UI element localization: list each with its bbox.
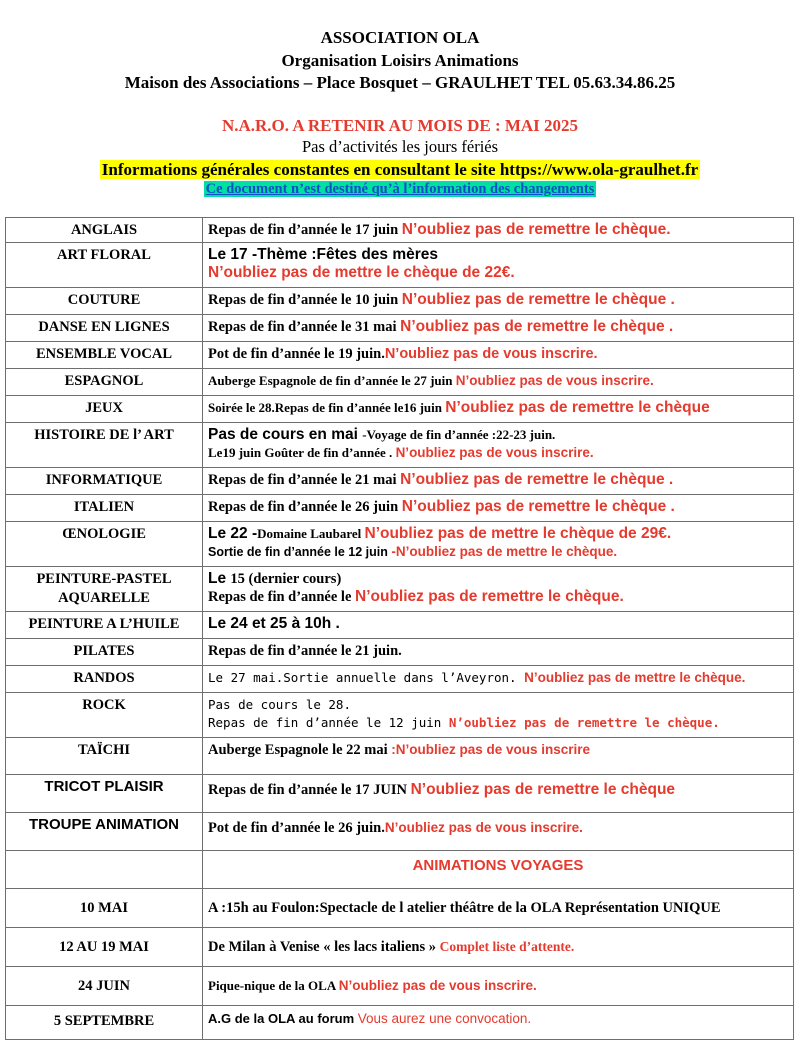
activity-label: ESPAGNOL	[6, 369, 203, 396]
voyage-info: A.G de la OLA au forum Vous aurez une convocation.	[203, 1006, 794, 1040]
activity-label: ART FLORAL	[6, 243, 203, 288]
activity-info: Pas de cours le 28. Repas de fin d’année le 12 juin N’oubliez pas de remettre le chèque.	[203, 693, 794, 738]
table-row	[6, 396, 794, 423]
activity-label: COUTURE	[6, 288, 203, 315]
activity-label: PEINTURE A L’HUILE	[6, 612, 203, 639]
table-row	[6, 522, 794, 567]
activity-info: Le 22 -Domaine Laubarel N’oubliez pas de mettre le chèque de 29€. Sortie de fin d’année le 12 juin -N’oubliez pas de mettre le chèque.	[203, 522, 794, 567]
voyage-date: 5 SEPTEMBRE	[6, 1006, 203, 1040]
activity-info: Pot de fin d’année le 19 juin.N’oubliez pas de vous inscrire.	[203, 342, 794, 369]
activity-label: PEINTURE-PASTEL AQUARELLE	[6, 567, 203, 612]
activity-label: RANDOS	[6, 666, 203, 693]
voyage-info: Pique-nique de la OLA N’oubliez pas de vous inscrire.	[203, 967, 794, 1006]
activity-label: TAÏCHI	[6, 738, 203, 775]
table-row	[6, 1006, 794, 1040]
header-organisation: Organisation Loisirs Animations	[281, 51, 519, 70]
table-row	[6, 813, 794, 851]
table-row	[6, 666, 794, 693]
table-row	[6, 738, 794, 775]
activity-info: Repas de fin d’année le 21 juin.	[203, 639, 794, 666]
table-row	[6, 468, 794, 495]
activity-info: Pot de fin d’année le 26 juin.N’oubliez pas de vous inscrire.	[203, 813, 794, 851]
activity-info: Soirée le 28.Repas de fin d’année le16 juin N’oubliez pas de remettre le chèque	[203, 396, 794, 423]
activity-label: INFORMATIQUE	[6, 468, 203, 495]
holidays-note: Pas d’activités les jours fériés	[301, 137, 499, 156]
activity-label: TROUPE ANIMATION	[6, 813, 203, 851]
activity-label: TRICOT PLAISIR	[6, 775, 203, 813]
activity-info: Repas de fin d’année le 10 juin N’oubliez pas de remettre le chèque .	[203, 288, 794, 315]
activity-info: Auberge Espagnole de fin d’année le 27 juin N’oubliez pas de vous inscrire.	[203, 369, 794, 396]
table-row	[6, 243, 794, 288]
table-row	[6, 928, 794, 967]
activity-label: ANGLAIS	[6, 218, 203, 243]
activity-label: ENSEMBLE VOCAL	[6, 342, 203, 369]
notice-banner: Ce document n’est destiné qu’à l’information des changements	[205, 181, 595, 197]
activity-label: ITALIEN	[6, 495, 203, 522]
activity-info: Repas de fin d’année le 26 juin N’oubliez pas de remettre le chèque .	[203, 495, 794, 522]
activity-info: Repas de fin d’année le 31 mai N’oubliez pas de remettre le chèque .	[203, 315, 794, 342]
activity-info: Le 24 et 25 à 10h .	[203, 612, 794, 639]
table-row	[6, 369, 794, 396]
voyage-date: 24 JUIN	[6, 967, 203, 1006]
table-row	[6, 775, 794, 813]
activity-info: Le 27 mai.Sortie annuelle dans l’Aveyron. N’oubliez pas de mettre le chèque.	[203, 666, 794, 693]
activity-info: Repas de fin d’année le 17 JUIN N’oubliez pas de remettre le chèque	[203, 775, 794, 813]
activity-label: ROCK	[6, 693, 203, 738]
activities-table	[5, 217, 794, 1040]
activity-label: JEUX	[6, 396, 203, 423]
activity-label: PILATES	[6, 639, 203, 666]
header-association: ASSOCIATION OLA	[320, 28, 480, 47]
table-row	[6, 495, 794, 522]
activity-label: ŒNOLOGIE	[6, 522, 203, 567]
voyage-info: De Milan à Venise « les lacs italiens » Complet liste d’attente.	[203, 928, 794, 967]
voyage-info: A :15h au Foulon:Spectacle de l atelier théâtre de la OLA Représentation UNIQUE	[203, 889, 794, 928]
voyage-date: 10 MAI	[6, 889, 203, 928]
activity-label: DANSE EN LIGNES	[6, 315, 203, 342]
table-row	[6, 612, 794, 639]
table-row	[6, 567, 794, 612]
activity-info: Repas de fin d’année le 17 juin N’oubliez pas de remettre le chèque.	[203, 218, 794, 243]
activity-info: Pas de cours en mai -Voyage de fin d’année :22-23 juin. Le19 juin Goûter de fin d’année . N’oubliez pas de vous inscrire.	[203, 423, 794, 468]
header-address: Maison des Associations – Place Bosquet – GRAULHET TEL 05.63.34.86.25	[124, 73, 676, 92]
table-row	[6, 218, 794, 243]
info-banner: Informations générales constantes en consultant le site https://www.ola-graulhet.fr	[101, 160, 699, 179]
table-row	[6, 851, 794, 889]
activity-info: Le 15 (dernier cours) Repas de fin d’année le N’oubliez pas de remettre le chèque.	[203, 567, 794, 612]
table-row	[6, 693, 794, 738]
naro-title: N.A.R.O. A RETENIR AU MOIS DE : MAI 2025	[221, 116, 579, 135]
activity-info: Repas de fin d’année le 21 mai N’oubliez pas de remettre le chèque .	[203, 468, 794, 495]
activity-label: HISTOIRE DE l’ ART	[6, 423, 203, 468]
table-row	[6, 288, 794, 315]
activity-info: Le 17 -Thème :Fêtes des mères N’oubliez pas de mettre le chèque de 22€.	[203, 243, 794, 288]
table-row	[6, 967, 794, 1006]
empty-cell	[6, 851, 203, 889]
table-row	[6, 315, 794, 342]
voyage-date: 12 AU 19 MAI	[6, 928, 203, 967]
voyages-title: ANIMATIONS VOYAGES	[203, 851, 794, 889]
activity-info: Auberge Espagnole le 22 mai :N’oubliez pas de vous inscrire	[203, 738, 794, 775]
table-row	[6, 639, 794, 666]
table-row	[6, 889, 794, 928]
table-row	[6, 342, 794, 369]
table-row	[6, 423, 794, 468]
